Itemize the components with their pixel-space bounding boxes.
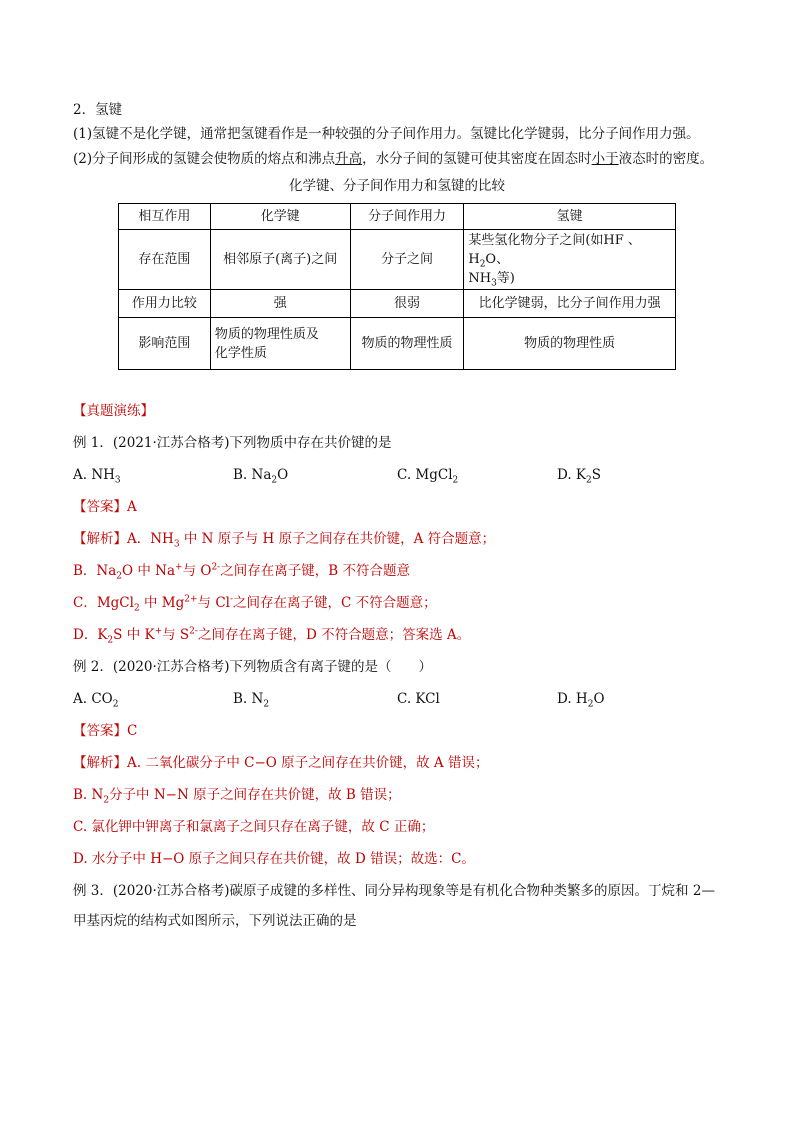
table-cell: 分子之间: [350, 230, 464, 290]
table-cell: 物质的物理性质及 化学性质: [210, 318, 350, 370]
example-2-option-d: D. $H_2O$: [557, 691, 605, 710]
example-1-analysis-c: C．MgCl$_2$ 中 $Mg^{2+}$与 Cl-之间存在离子键，C 不符合题意；: [73, 594, 437, 614]
table-cell: 物质的物理性质: [350, 318, 464, 370]
example-2-analysis-c: C. 氯化钾中钾离子和氯离子之间只存在离子键，故 C 正确；: [73, 819, 435, 835]
example-1-analysis-d: D．$K_2S$ 中 K+与 $S^{2-}$之间存在离子键，D 不符合题意；答案选 A。: [73, 626, 471, 646]
table-cell: 相邻原子(离子)之间: [210, 230, 350, 290]
example-2-analysis-d: D. 水分子中 H−O 原子之间只存在共价键，故 D 错误；故选：C。: [73, 851, 475, 867]
example-1-option-b: B. $Na_2O$: [233, 467, 289, 486]
example-1-analysis-b: B．$Na_2O$ 中 Na+与 $O^{2-}$之间存在离子键，B 不符合题意: [73, 562, 410, 582]
header-cell: 氢键: [464, 204, 676, 230]
table-cell: 很弱: [350, 290, 464, 318]
example-1-option-d: D. $K_2S$: [557, 467, 601, 486]
table-row: [119, 318, 676, 370]
example-2-analysis-a: 【解析】A. 二氧化碳分子中 C−O 原子之间存在共价键，故 A 错误；: [73, 755, 489, 771]
table-cell: 存在范围: [119, 230, 211, 290]
table-cell: 强: [210, 290, 350, 318]
example-2-question: 例 2．(2020·江苏合格考)下列物质含有离子键的是（ ）: [73, 659, 433, 675]
table-cell: 影响范围: [119, 318, 211, 370]
comparison-table: [118, 203, 676, 370]
example-1-question: 例 1．(2021·江苏合格考)下列物质中存在共价键的是: [73, 435, 392, 451]
table-header-row: [119, 204, 676, 230]
underline-answer-1: 升高: [335, 151, 363, 167]
table-cell: 比化学键弱，比分子间作用力强: [464, 290, 676, 318]
table-row: [119, 290, 676, 318]
example-2-answer: 【答案】C: [73, 723, 138, 739]
example-2-option-b: B. $N_2$: [233, 691, 270, 710]
example-2-option-a: A. $CO_2$: [73, 691, 119, 710]
table-cell: 物质的物理性质: [464, 318, 676, 370]
example-1-option-c: C. MgCl$_2$: [397, 467, 459, 486]
header-cell: 相互作用: [119, 204, 211, 230]
paragraph-2: (2)分子间形成的氢键会使物质的熔点和沸点升高，水分子间的氢键可使其密度在固态时小于液态时的密度。: [73, 151, 714, 167]
underline-answer-2: 小于: [591, 151, 619, 167]
example-1-answer: 【答案】A: [73, 499, 137, 515]
table-row: [119, 230, 676, 290]
example-2-option-c: C. KCl: [397, 691, 440, 707]
table-cell: 某些氢化物分子之间(如HF 、$H_2O$、 $NH_3$等): [464, 230, 676, 290]
example-1-analysis-a: 【解析】A．$NH_3$ 中 N 原子与 H 原子之间存在共价键，A 符合题意；: [73, 531, 496, 550]
table-caption: 化学键、分子间作用力和氢键的比较: [289, 178, 505, 194]
practice-heading: 【真题演练】: [73, 403, 154, 419]
section-title: 2．氢键: [73, 102, 123, 118]
example-3-question-line-1: 例 3．(2020·江苏合格考)碳原子成键的多样性、同分异构现象等是有机化合物种类繁多的原因。丁烷和 2—: [73, 883, 715, 899]
paragraph-1: (1)氢键不是化学键，通常把氢键看作是一种较强的分子间作用力。氢键比化学键弱，比分子间作用力强。: [73, 126, 700, 142]
example-3-question-line-2: 甲基丙烷的结构式如图所示，下列说法正确的是: [73, 913, 357, 929]
header-cell: 分子间作用力: [350, 204, 464, 230]
table-cell: 作用力比较: [119, 290, 211, 318]
header-cell: 化学键: [210, 204, 350, 230]
example-1-option-a: A. $NH_3$: [73, 467, 121, 486]
example-2-analysis-b: B. $N_2$分子中 N−N 原子之间存在共价键，故 B 错误；: [73, 787, 401, 806]
